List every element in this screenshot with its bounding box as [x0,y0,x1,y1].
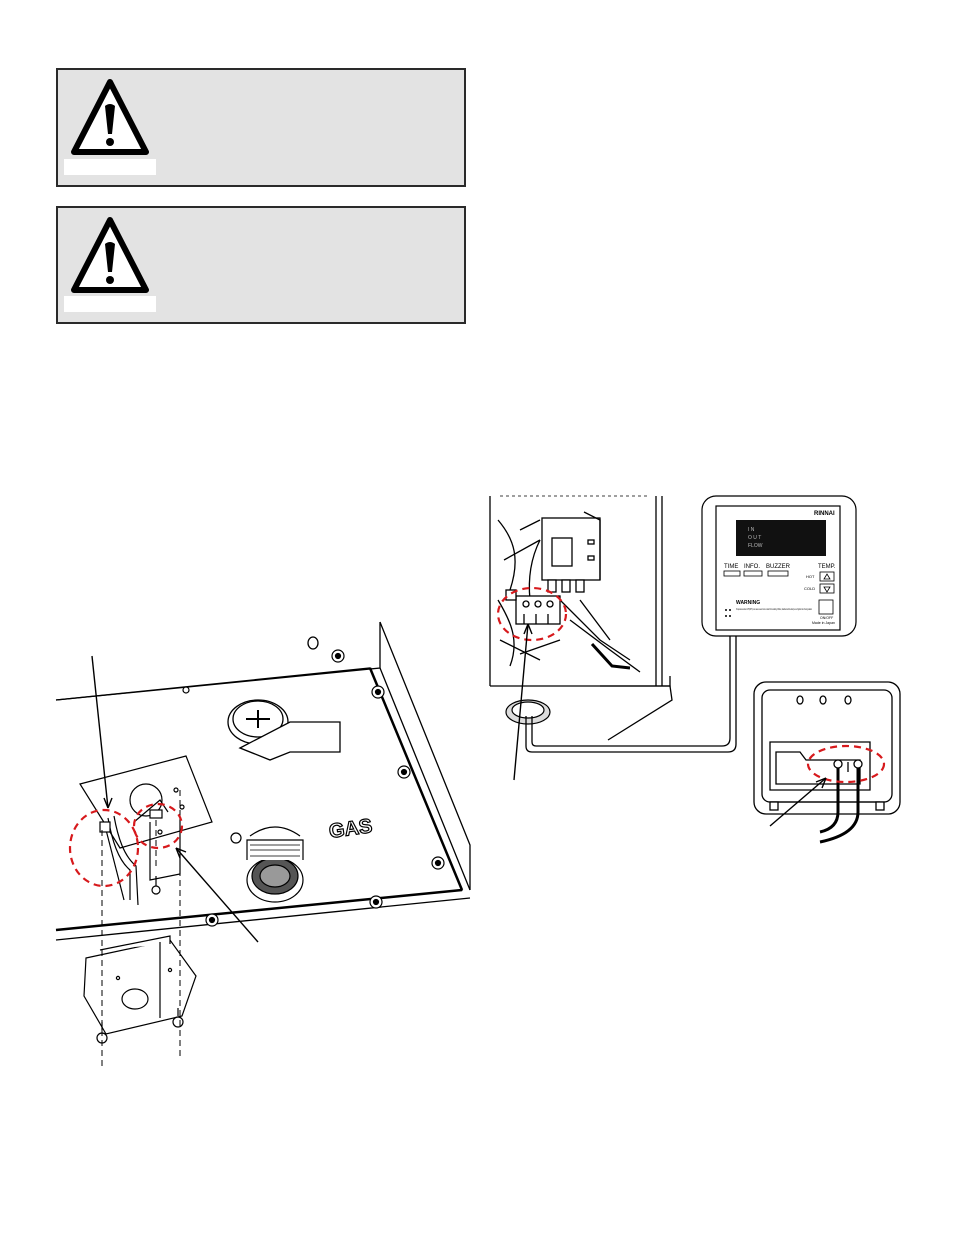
remote-display-line-1: I N [748,527,755,533]
remote-cold-label: COLD [804,586,816,591]
remote-info-button[interactable] [744,571,762,576]
remote-time-label: TIME [724,564,739,570]
remote-info-label: INFO. [744,564,760,570]
remote-on-off-button[interactable] [819,600,833,614]
remote-brand: RINNAI [814,511,835,517]
remote-temp-label: TEMP. [818,564,836,570]
remote-buzzer-label: BUZZER [766,564,790,570]
gas-label: GAS [327,815,374,843]
remote-warning-title: WARNING [736,600,761,606]
remote-warning-text: Temperatures above 125°F(52°C) can cause severe burns or death from scalding. Children, disabled and the elderly are at highest risk of being scalded. [736,608,813,611]
remote-display-line-2: O U T [748,535,762,541]
remote-made-in: Made in Japan [812,621,835,625]
remote-hot-label: HOT [806,574,815,579]
remote-time-button[interactable] [724,571,740,576]
remote-display-line-3: FLOW [748,543,763,549]
remote-buzzer-button[interactable] [768,571,788,576]
remote-on-off-label: ON/OFF [820,616,834,620]
